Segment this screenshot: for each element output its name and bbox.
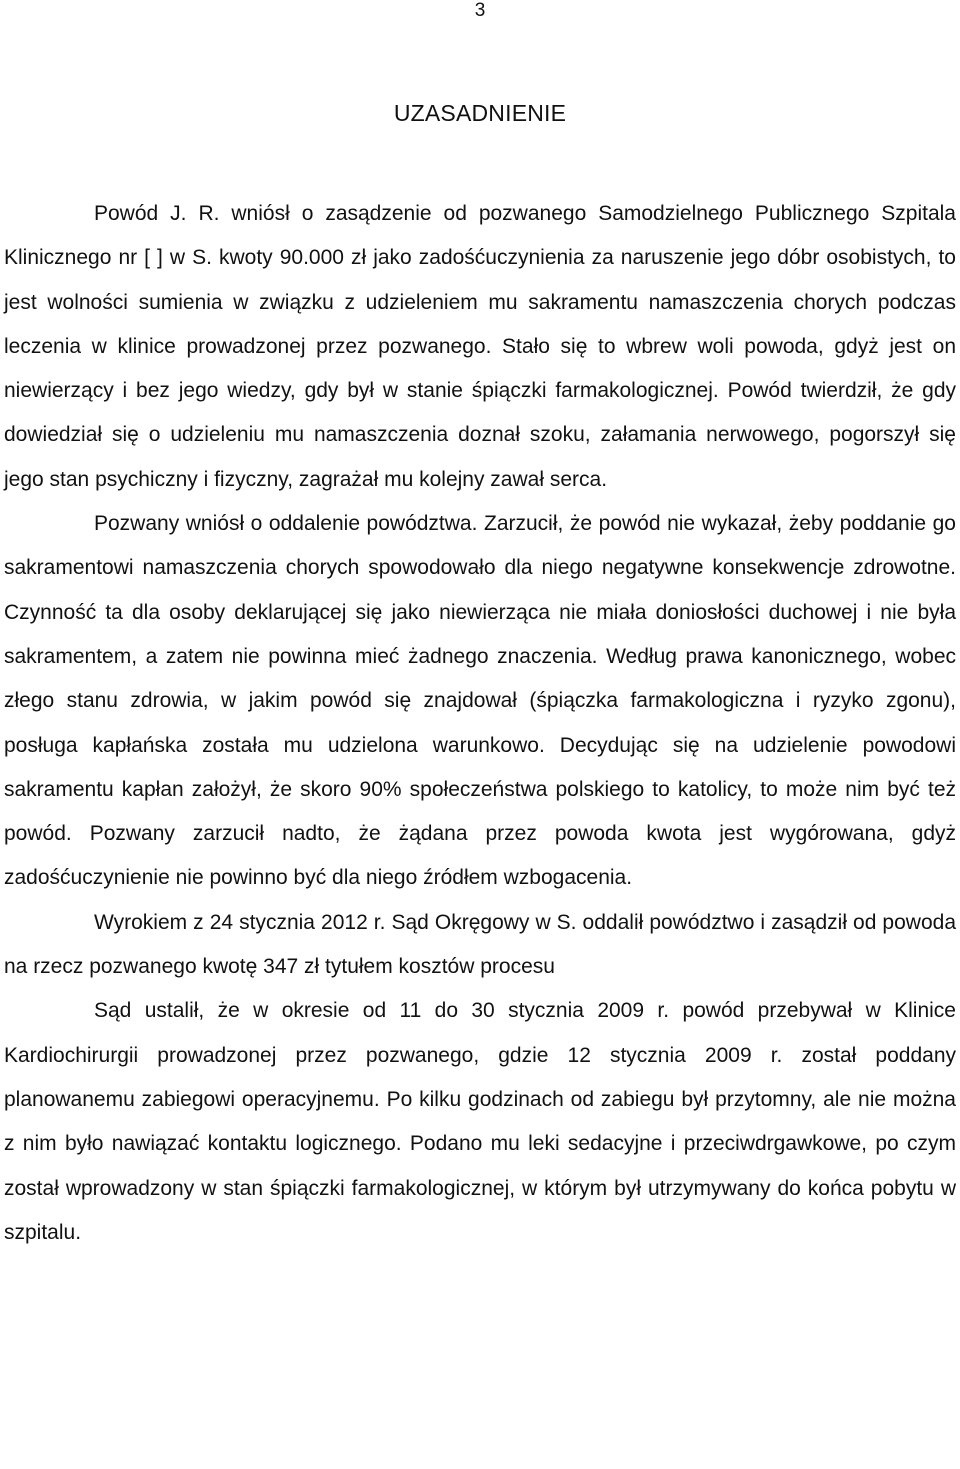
paragraph-claim: Powód J. R. wniósł o zasądzenie od pozwanego Samodzielnego Publicznego Szpitala Klinicznego nr [ ] w S. kwoty 90.000 zł jako zadośćuczynienia za naruszenie jego dóbr osobistych, to jest wolności sumienia w związku z udzieleniem mu sakramentu namaszczenia chorych podczas leczenia w klinice prowadzonej przez pozwanego. Stało się to wbrew woli powoda, gdyż jest on niewierzący i bez jego wiedzy, gdy był w stanie śpiączki farmakologicznej. Powód twierdził, że gdy dowiedział się o udzieleniu mu namaszczenia doznał szoku, załamania nerwowego, pogorszył się jego stan psychiczny i fizyczny, zagrażał mu kolejny zawał serca.	[4, 202, 956, 491]
paragraph-defense: Pozwany wniósł o oddalenie powództwa. Zarzucił, że powód nie wykazał, żeby poddanie go sakramentowi namaszczenia chorych spowodowało dla niego negatywne konsekwencje zdrowotne. Czynność ta dla osoby deklarującej się jako niewierząca nie miała doniosłości duchowej i nie była sakramentem, a zatem nie powinna mieć żadnego znaczenia. Według prawa kanonicznego, wobec złego stanu zdrowia, w jakim powód się znajdował (śpiączka farmakologiczna i ryzyko zgonu), posługa kapłańska została mu udzielona warunkowo. Decydując się na udzielenie powodowi sakramentu kapłan założył, że skoro 90% społeczeństwa polskiego to katolicy, to może nim być też powód. Pozwany zarzucił nadto, że żądana przez powoda kwota jest wygórowana, gdyż zadośćuczynienie nie powinno być dla niego źródłem wzbogacenia.	[4, 512, 956, 890]
document-body	[4, 192, 956, 1255]
document-heading: UZASADNIENIE	[393, 100, 567, 126]
paragraph-findings: Sąd ustalił, że w okresie od 11 do 30 stycznia 2009 r. powód przebywał w Klinice Kardiochirurgii prowadzonej przez pozwanego, gdzie 12 stycznia 2009 r. został poddany planowanemu zabiegowi operacyjnemu. Po kilku godzinach od zabiegu był przytomny, ale nie można z nim było nawiązać kontaktu logicznego. Podano mu leki sedacyjne i przeciwdrgawkowe, po czym został wprowadzony w stan śpiączki farmakologicznej, w którym był utrzymywany do końca pobytu w szpitalu.	[4, 999, 956, 1244]
paragraph-judgment: Wyrokiem z 24 stycznia 2012 r. Sąd Okręgowy w S. oddalił powództwo i zasądził od powoda na rzecz pozwanego kwotę 347 zł tytułem kosztów procesu	[4, 910, 956, 979]
page-number: 3	[474, 0, 486, 21]
